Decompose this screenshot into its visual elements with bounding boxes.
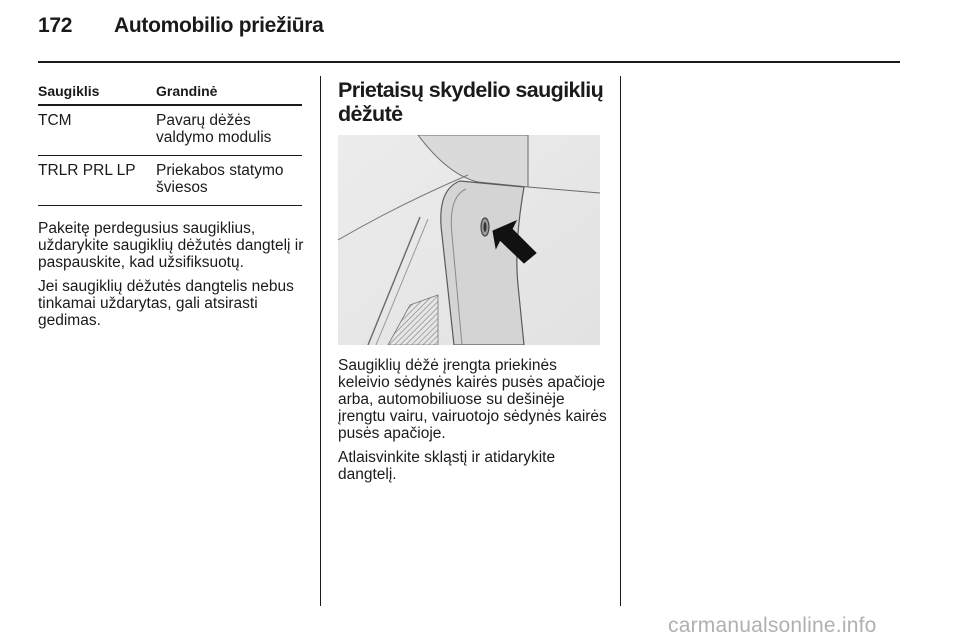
fuse-cell: TRLR PRL LP [38,156,156,206]
page-number: 172 [38,14,73,37]
column-divider-1 [320,76,321,606]
header-rule [38,61,900,63]
circuit-cell: Pavarų dėžės valdymo modulis [156,105,302,156]
page-title: Automobilio priežiūra [114,14,324,37]
watermark[interactable]: carmanualsonline.info [668,614,877,637]
column-divider-2 [620,76,621,606]
circuit-cell: Priekabos statymo šviesos [156,156,302,206]
column-header-circuit: Grandinė [156,80,302,105]
left-column [38,80,304,336]
fuse-table-header [38,80,302,105]
fuse-table [38,80,302,206]
page-header [38,14,324,38]
column-header-fuse: Saugiklis [38,80,156,105]
paragraph: Saugiklių dėžė įrengta priekinės keleivio sėdynės kairės pusės apačioje arba, automobiliuose su dešinėje įrengtu vairu, vairuotojo sėdynės kairės pusės apačioje. [338,357,607,442]
fuse-cell: TCM [38,105,156,156]
fuse-box-illustration [338,135,600,345]
left-paragraphs [38,220,304,329]
paragraph: Atlaisvinkite skląstį ir atidarykite dangtelį. [338,449,556,483]
paragraph: Pakeitę perdegusius saugiklius, uždarykite saugiklių dėžutės dangtelį ir paspauskite, kad užsifiksuotų. [38,220,304,271]
table-row [38,105,302,156]
paragraph: Jei saugiklių dėžutės dangtelis nebus tinkamai uždarytas, gali atsirasti gedimas. [38,278,294,329]
section-heading: Prietaisų skydelio saugiklių dėžutė [338,78,604,126]
table-row [38,156,302,206]
right-column [338,78,610,490]
